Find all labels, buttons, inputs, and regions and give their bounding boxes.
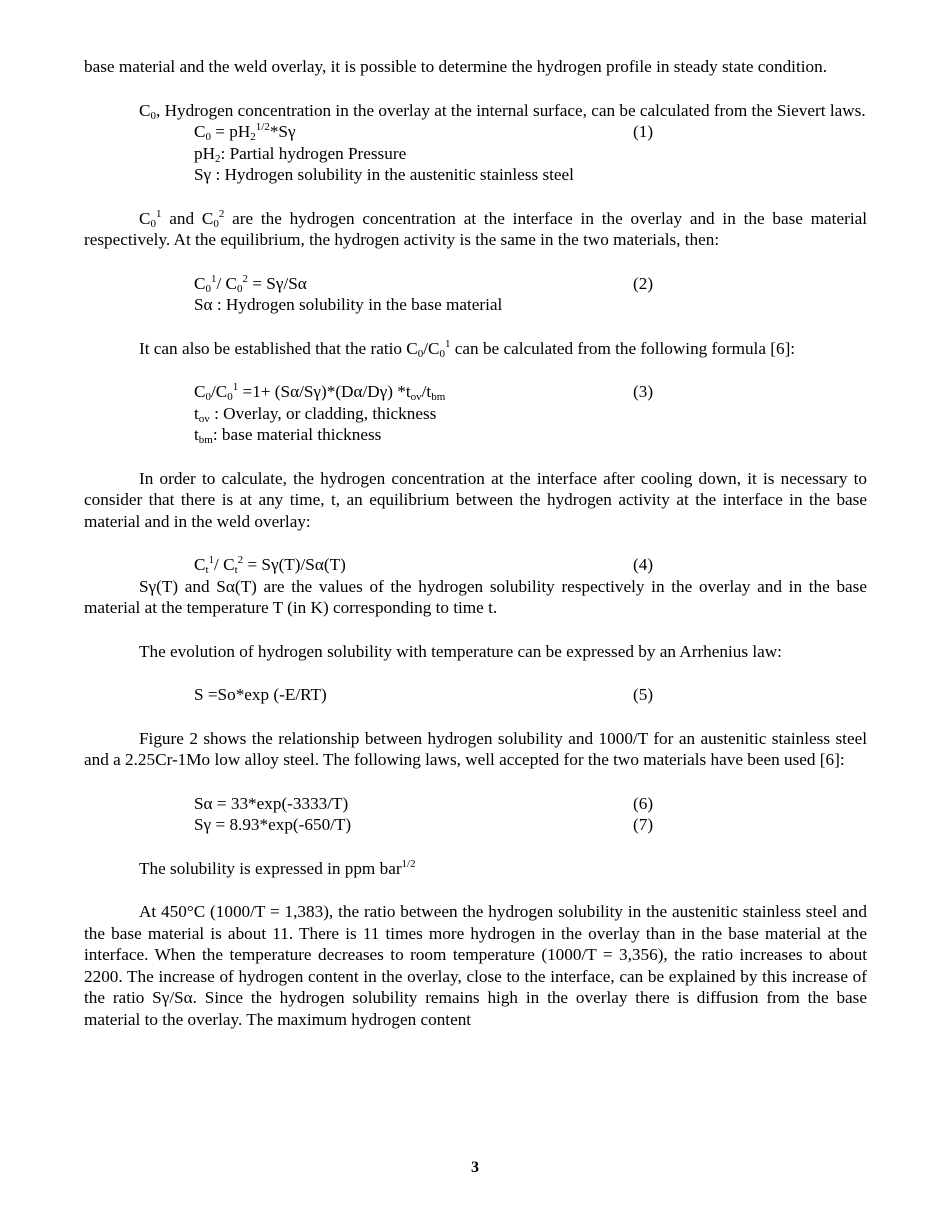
- paragraph-ratio: It can also be established that the ratio $C_0/C_0^1$ can be calculated from the following formula [6]:: [139, 337, 796, 360]
- equation-3: $C_0/C_0^1 =1+ (S\alpha/S\gamma)*(D\alpha/D\gamma)$ $*t_{ov}/t_{bm}$ (3): [194, 381, 654, 403]
- equation-1: $C_0 = pH_2^{1/2}*S\gamma$ (1): [194, 121, 654, 143]
- definition-s-gamma: Sγ : Hydrogen solubility in the austenitic stainless steel: [194, 165, 574, 184]
- paragraph-interface: $C_0^1$ and $C_0^2$ are the hydrogen concentration at the interface in the overlay and in the base material respectively. At the equilibrium, the hydrogen activity is the same in the two materials, then:: [84, 207, 867, 249]
- equation-5: S =So*exp (-E/RT) (5): [194, 685, 654, 704]
- paragraph-solubility-values: Sγ(T) and Sα(T) are the values of the hydrogen solubility respectively in the overlay and in the base material at the temperature T (in K) corresponding to time t.: [84, 576, 867, 617]
- page-body: [84, 56, 867, 1030]
- definition-t-ov: $t_{ov}$ : Overlay, or cladding, thickness: [194, 403, 437, 425]
- paragraph-arrhenius: The evolution of hydrogen solubility with temperature can be expressed by an Arrhenius law:: [139, 641, 782, 661]
- equation-number: (2): [633, 273, 654, 293]
- paragraph-cooling: In order to calculate, the hydrogen concentration at the interface after cooling down, it is necessary to consider that there is at any time, t, an equilibrium between the hydrogen activity at the interface in the base material and in the weld overlay:: [84, 468, 867, 531]
- equation-6: Sα = 33*exp(-3333/T) (6): [194, 793, 654, 813]
- paragraph-c0: $C_0$, Hydrogen concentration in the overlay at the internal surface, can be calculated from the Sievert laws.: [139, 100, 866, 122]
- equation-number: (7): [633, 815, 654, 834]
- equation-number: (5): [633, 685, 654, 704]
- paragraph-figure-2: Figure 2 shows the relationship between hydrogen solubility and 1000/T for an austenitic stainless steel and a 2.25Cr-1Mo low alloy steel. The following laws, well accepted for the two materials have been used [6]:: [84, 728, 867, 769]
- paragraph-intro: base material and the weld overlay, it is possible to determine the hydrogen profile in steady state condition.: [84, 57, 827, 76]
- equation-number: (4): [633, 555, 654, 574]
- page-number: 3: [471, 1159, 479, 1176]
- paragraph-units: The solubility is expressed in ppm bar$^{1/2}$: [139, 857, 416, 878]
- equation-2: $C_0^1/$ $C_0^2 = S\gamma/S\alpha$ (2): [194, 272, 654, 295]
- equation-4: $C_t^1/$ $C_t^2 = S\gamma(T)/S\alpha(T)$ (4): [194, 554, 654, 576]
- paragraph-450c: At 450°C (1000/T = 1,383), the ratio between the hydrogen solubility in the austenitic stainless steel and the base material is about 11. There is 11 times more hydrogen in the overlay than in the base material at the interface. When the temperature decreases to room temperature (1000/T = 3,356), the ratio increases to about 2200. The increase of hydrogen content in the overlay, close to the interface, can be explained by this increase of the ratio Sγ/Sα. Since the hydrogen solubility remains high in the overlay there is diffusion from the base material to the overlay. The maximum hydrogen content: [84, 902, 867, 1029]
- definition-ph2: $pH_2$: Partial hydrogen Pressure: [194, 143, 407, 165]
- equation-number: (6): [633, 793, 654, 813]
- equation-number: (1): [633, 122, 654, 141]
- definition-t-bm: $t_{bm}$: base material thickness: [194, 425, 382, 446]
- definition-s-alpha: Sα : Hydrogen solubility in the base material: [194, 295, 503, 314]
- equation-7: Sγ = 8.93*exp(-650/T) (7): [194, 815, 654, 834]
- equation-number: (3): [633, 382, 654, 401]
